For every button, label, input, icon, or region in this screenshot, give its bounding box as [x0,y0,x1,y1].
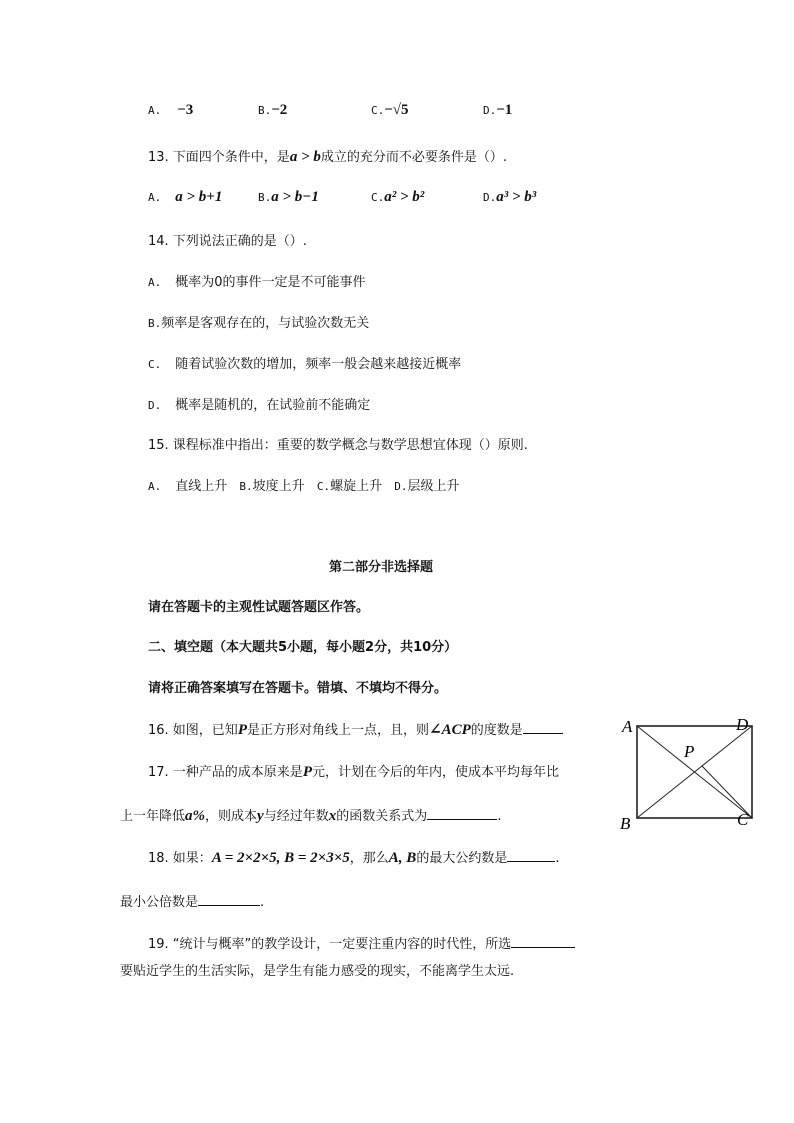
text: 16. 如图，已知 [148,723,238,738]
option-text: 概率是随机的，在试验前不能确定 [175,398,371,413]
option-label: A. [148,276,162,289]
text: 17. 一种产品的成本原来是 [148,765,303,780]
math: a > b [289,149,321,165]
text: 上一年降低 [120,809,186,824]
text: 的度数是 [470,723,523,738]
option-math: a² > b² [384,189,425,205]
label-b: B [620,814,631,833]
math: x [328,808,337,824]
math: A, B [388,850,417,866]
label-c: C [737,810,749,829]
option-math: −1 [496,102,513,118]
option-text: 螺旋上升 [330,479,383,494]
text: . [260,895,265,910]
option-math: a > b+1 [175,189,223,205]
label-a: A [622,717,633,736]
option-math: a³ > b³ [496,189,537,205]
text: . [497,809,502,824]
text: 与经过年数 [263,809,329,824]
text: 18. 如果： [148,851,212,866]
option-label: C. [148,358,162,371]
text: 13. 下面四个条件中，是 [148,150,290,165]
text: 成立的充分而不必要条件是（）. [320,150,508,165]
text: 最小公倍数是 [120,895,199,910]
text: 的函数关系式为 [336,809,428,824]
option-label: D. [483,104,497,117]
option-label: D. [394,480,408,493]
option-math: −3 [177,102,194,118]
q14-stem: 14. 下列说法正确的是（）. [148,234,307,249]
option-math: −√5 [384,102,409,118]
math: a% [185,808,206,824]
math: P [302,764,312,780]
label-d: D [736,715,749,734]
text: 元，计划在今后的年内，使成本平均每年比 [311,765,559,780]
option-label: B. [148,317,162,330]
text: 是正方形对角线上一点，且，则 [246,723,429,738]
option-label: B. [239,480,253,493]
option-label: D. [483,191,497,204]
text: . [555,851,560,866]
q19-line2: 要贴近学生的生活实际，是学生有能力感受的现实，不能离学生太远. [120,964,515,979]
text: ，那么 [349,851,389,866]
option-text: 直线上升 [175,479,228,494]
option-text: 层级上升 [407,479,460,494]
text: ，则成本 [205,809,258,824]
option-label: A. [148,480,162,493]
option-label: A. [148,104,162,117]
option-math: a > b−1 [271,189,319,205]
text: 的最大公约数是 [416,851,508,866]
option-text: 频率是客观存在的，与试验次数无关 [161,316,370,331]
answer-note: 请在答题卡的主观性试题答题区作答。 [148,600,370,615]
option-label: C. [371,104,385,117]
option-math: −2 [271,102,288,118]
math: ∠ACP [429,722,471,738]
section-heading: 二、填空题（本大题共5小题，每小题2分，共10分） [148,640,458,655]
part-title: 第二部分非选择题 [329,560,434,575]
option-text: 概率为0的事件一定是不可能事件 [175,275,366,290]
math: P [237,722,247,738]
option-label: C. [371,191,385,204]
option-label: A. [148,191,162,204]
option-label: B. [258,104,272,117]
q15-stem: 15. 课程标准中指出：重要的数学概念与数学思想宜体现（）原则. [148,438,528,453]
text: 19. “统计与概率”的教学设计，一定要注重内容的时代性，所选 [148,937,512,952]
option-label: C. [316,480,331,493]
instruction: 请将正确答案填写在答题卡。错填、不填均不得分。 [148,681,448,696]
option-text: 坡度上升 [252,479,305,494]
math: A = 2×2×5, B = 2×3×5 [211,850,350,866]
math: y [257,808,264,824]
label-p: P [684,742,695,761]
option-label: B. [258,191,272,204]
option-label: D. [148,399,162,412]
option-text: 随着试验次数的增加，频率一般会越来越接近概率 [175,357,462,372]
